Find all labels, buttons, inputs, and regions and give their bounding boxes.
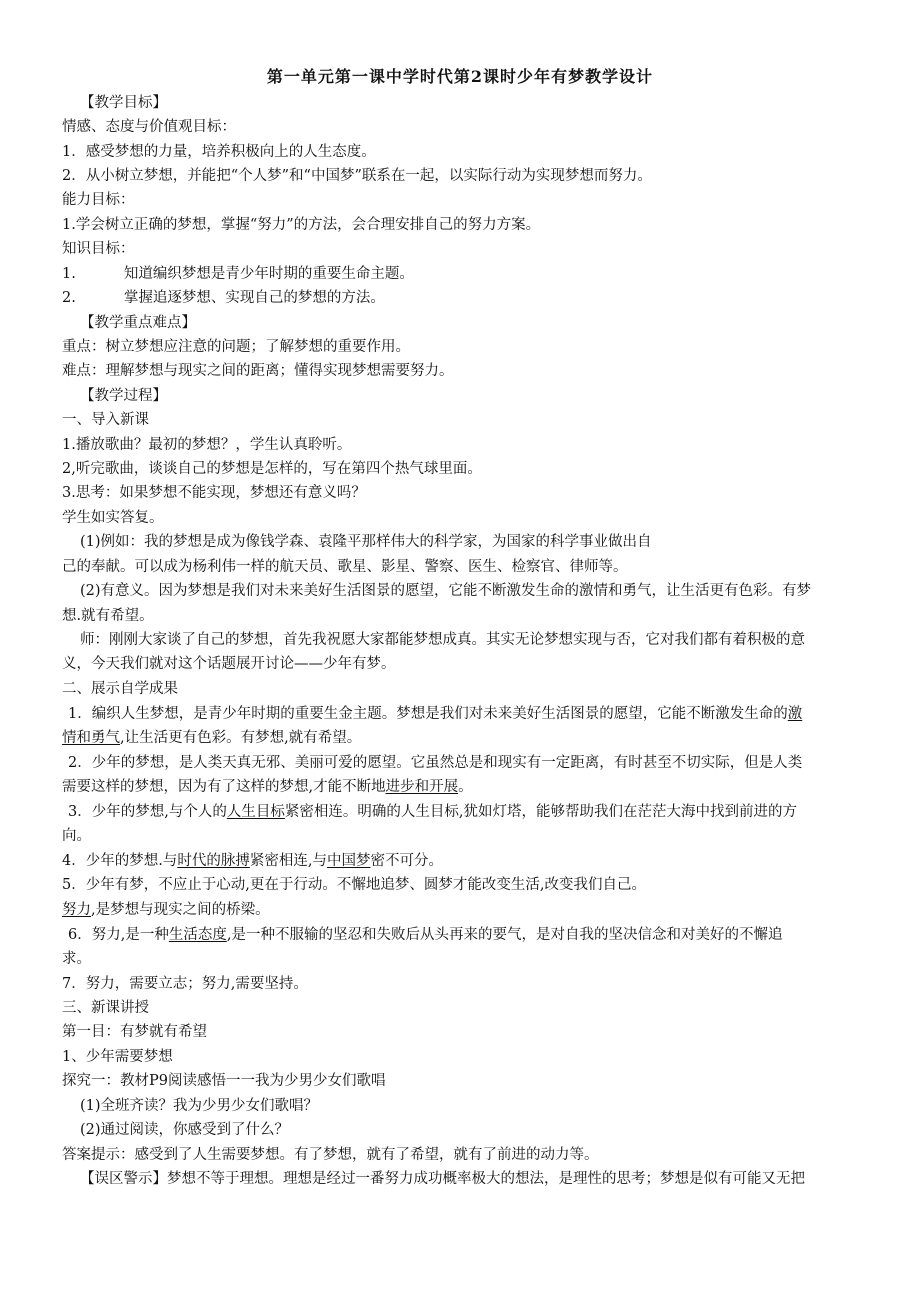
ability-label: 能力目标：: [62, 192, 135, 208]
section-2-item-1a: [68, 704, 868, 724]
section-1-item-6b: 想.就有希望。: [62, 608, 154, 624]
section-3-item-2: 1、少年需要梦想: [62, 1049, 173, 1065]
section-2-item-3b: 向。: [62, 828, 91, 844]
section-1-item-2: 2,听完歌曲，谈谈自己的梦想是怎样的，写在第四个热气球里面。: [62, 461, 482, 477]
section-1-item-3: 3.思考：如果梦想不能实现，梦想还有意义吗？: [62, 485, 366, 501]
text-span: 1．编织人生梦想，是青少年时期的重要生金主题。梦想是我们对未来美好生活图景的愿望，它能不断激发生命的: [68, 706, 788, 722]
section-3-item-5: (2)通过阅读，你感受到了什么？: [80, 1122, 290, 1138]
section-1-item-5b: 己的奉献。可以成为杨利伟一样的航天员、歌星、影星、警察、医生、检察官、律师等。: [62, 559, 628, 575]
focus-text: 重点：树立梦想应注意的问题；了解梦想的重要作用。: [62, 339, 410, 355]
section-2-item-6b: 求。: [62, 951, 91, 967]
section-3-item-6: 答案提示：感受到了人生需要梦想。有了梦想，就有了希望，就有了前进的动力等。: [62, 1147, 599, 1163]
objectives-heading: 【教学目标】: [80, 95, 167, 111]
underlined-term: 情和勇气: [62, 730, 120, 746]
section-2-title: 二、展示自学成果: [62, 681, 178, 697]
difficulty-text: 难点：理解梦想与现实之间的距离；懂得实现梦想需要努力。: [62, 363, 454, 379]
page-title: 第一单元第一课中学时代第2课时少年有梦教学设计: [266, 67, 654, 86]
section-3-item-7: 【误区警示】梦想不等于理想。理想是经过一番努力成功概率极大的想法，是理性的思考；梦想是似有可能又无把: [80, 1171, 805, 1187]
knowledge-item-1-number: 1.: [62, 266, 76, 282]
text-span: ,让生活更有色彩。有梦想,就有希望。: [120, 730, 362, 746]
knowledge-label: 知识目标：: [62, 241, 135, 257]
underlined-term: 努力: [62, 902, 91, 918]
section-1-title: 一、导入新课: [62, 412, 149, 428]
knowledge-item-2-number: 2.: [62, 290, 76, 306]
section-2-item-4: [62, 851, 862, 871]
text-span: ,是一种不服输的坚忍和失败后从头再来的要气，是对自我的坚决信念和对美好的不懈追: [226, 927, 783, 943]
section-1-item-4: 学生如实答复。: [62, 510, 164, 526]
underlined-term: 生活态度: [168, 927, 227, 943]
section-3-item-1: 第一目：有梦就有希望: [62, 1024, 207, 1040]
emotion-label: 情感、态度与价值观目标：: [62, 119, 236, 135]
underlined-term: 激: [787, 706, 803, 722]
emotion-item-1: 1．感受梦想的力量，培养积极向上的人生态度。: [62, 144, 376, 160]
section-3-item-4: (1)全班齐读？我为少男少女们歌唱？: [80, 1098, 319, 1114]
text-span: 密不可分。: [370, 853, 443, 869]
section-2-item-5b: [62, 900, 862, 920]
section-3-item-3: 探究一：教材P9阅读感悟一一我为少男少女们歌唱: [62, 1073, 386, 1089]
section-1-item-6a: (2)有意义。因为梦想是我们对未来美好生活图景的愿望，它能不断激发生命的激情和勇气，让生活更有色彩。有梦: [80, 583, 812, 599]
text-span: 6．努力,是一种: [68, 927, 169, 943]
knowledge-item-2-text: 掌握追逐梦想、实现自己的梦想的方法。: [123, 290, 385, 306]
section-2-item-6a: [68, 925, 868, 945]
section-1-item-1: 1.播放歌曲？最初的梦想？，学生认真聆听。: [62, 437, 352, 453]
section-2-item-2b: [62, 777, 862, 797]
text-span: 3．少年的梦想,与个人的: [68, 804, 227, 820]
process-heading: 【教学过程】: [80, 388, 167, 404]
section-2-item-5: 5．少年有梦，不应止于心动,更在于行动。不懈地追梦、圆梦才能改变生活,改变我们自己。: [62, 877, 646, 893]
underlined-term: 中国梦: [326, 853, 371, 869]
text-span: 需要这样的梦想，因为有了这样的梦想,才能不断地: [62, 779, 386, 795]
underlined-term: 进步和开展: [385, 779, 459, 795]
section-2-item-3a: [68, 802, 868, 822]
text-span: 。: [458, 779, 473, 795]
ability-item-1: 1.学会树立正确的梦想，掌握“努力”的方法，会合理安排自己的努力方案。: [62, 217, 541, 233]
section-1-item-7b: 义，今天我们就对这个话题展开讨论——少年有梦。: [62, 656, 396, 672]
section-1-item-5a: (1)例如：我的梦想是成为像钱学森、袁隆平那样伟大的科学家，为国家的科学事业做出自: [80, 534, 652, 550]
text-span: 紧密相连,与: [249, 853, 327, 869]
section-3-title: 三、新课讲授: [62, 1000, 149, 1016]
text-span: 4．少年的梦想.与: [62, 853, 178, 869]
text-span: 紧密相连。明确的人生目标,犹如灯塔，能够帮助我们在茫茫大海中找到前进的方: [284, 804, 797, 820]
section-1-item-7a: 师：刚刚大家谈了自己的梦想，首先我祝愿大家都能梦想成真。其实无论梦想实现与否，它对我们都有着积极的意: [80, 632, 805, 648]
knowledge-item-2: [62, 288, 862, 308]
underlined-term: 时代的脉搏: [177, 853, 250, 869]
section-2-item-1b: [62, 728, 862, 748]
knowledge-item-1-text: 知道编织梦想是青少年时期的重要生命主题。: [123, 266, 414, 282]
underlined-term: 人生目标: [226, 804, 285, 820]
knowledge-item-1: [62, 264, 862, 284]
section-2-item-2a: 2．少年的梦想，是人类天真无邪、美丽可爱的愿望。它虽然总是和现实有一定距离，有时甚至不切实际，但是人类: [68, 755, 803, 771]
emotion-item-2: 2．从小树立梦想，并能把“个人梦”和“中国梦”联系在一起，以实际行动为实现梦想而努力。: [62, 168, 652, 184]
text-span: ,是梦想与现实之间的桥梁。: [91, 902, 270, 918]
section-2-item-7: 7．努力，需要立志；努力,需要坚持。: [62, 976, 308, 992]
key-points-heading: 【教学重点难点】: [80, 315, 196, 331]
